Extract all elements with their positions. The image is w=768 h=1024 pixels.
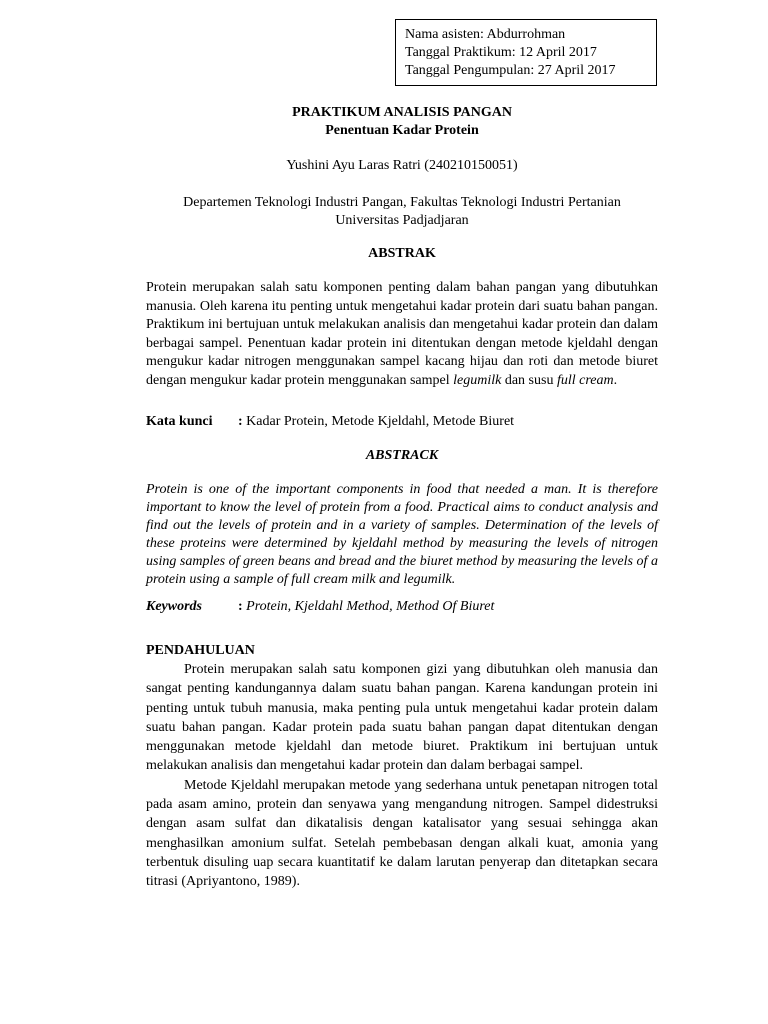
keywords-colon: : (238, 599, 243, 614)
keywords-value: Protein, Kjeldahl Method, Method Of Biuret (242, 599, 495, 614)
abstrak-paragraph (146, 279, 658, 390)
submission-date: Tanggal Pengumpulan: 27 April 2017 (405, 63, 616, 78)
document-title: PRAKTIKUM ANALISIS PANGAN (292, 105, 512, 120)
keywords-label: Keywords (146, 599, 202, 614)
pendahuluan-paragraph-2: Metode Kjeldahl merupakan metode yang sederhana untuk penetapan nitrogen total pada asam amino, protein dan senyawa yang mengandung nitrogen. Sampel didestruksi dengan asam sulfat dan dikatalisis dengan katalisator yang sesuai sehingga akan menghasilkan amonium sulfat. Setelah pembebasan dengan alkali kuat, amonia yang terbentuk disuling uap secara kuantitatif ke dalam larutan penyerap dan ditetapkan secara titrasi (Apriyantono, 1989). (146, 777, 658, 890)
author: Yushini Ayu Laras Ratri (240210150051) (286, 158, 518, 173)
title-block (146, 104, 658, 140)
practicum-date: Tanggal Praktikum: 12 April 2017 (405, 45, 597, 60)
abstrack-body (146, 481, 658, 589)
abstrak-text-mid: dan susu (501, 372, 557, 388)
abstrack-heading: ABSTRACK (365, 448, 439, 463)
pendahuluan-heading: PENDAHULUAN (146, 643, 255, 658)
abstrak-text: Protein merupakan salah satu komponen penting dalam bahan pangan yang dibutuhkan manusia. Oleh karena itu penting untuk mengetahui kadar protein dari suatu bahan pangan. Praktikum ini bertujuan untuk melakukan analisis dan mengetahui kadar protein dan dalam berbagai sampel. Penentuan kadar protein ini ditentukan dengan metode kjeldahl dengan mengukur kadar nitrogen menggunakan sampel kacang hijau dan roti dan metode biuret dengan mengukur kadar protein menggunakan sampel (146, 280, 658, 388)
affiliation-line-1: Departemen Teknologi Industri Pangan, Fakultas Teknologi Industri Pertanian (183, 195, 621, 210)
assistant-name: Nama asisten: Abdurrohman (405, 27, 566, 42)
document-subtitle: Penentuan Kadar Protein (325, 123, 479, 138)
kata-kunci-colon: : (238, 414, 243, 429)
abstrak-body (146, 279, 658, 390)
abstrak-text-end: . (613, 372, 618, 388)
pendahuluan-body (146, 660, 658, 892)
info-box (395, 19, 657, 86)
abstrak-italic-fullcream: full cream (556, 372, 614, 388)
kata-kunci-row (146, 413, 658, 431)
pendahuluan-paragraph-1: Protein merupakan salah satu komponen gizi yang dibutuhkan oleh manusia dan sangat penting kandungannya dalam suatu bahan pangan. Karena kandungan protein ini penting untuk tubuh manusia, maka penting pula untuk mengetahui kadar protein dalam suatu bahan pangan. Kadar protein pada suatu bahan pangan dapat ditentukan dengan menggunakan metode kjeldahl dan metode biuret. Praktikum ini bertujuan untuk melakukan analisis dan mengetahui kadar protein dan dalam berbagai sampel. (146, 662, 658, 774)
abstrack-paragraph: Protein is one of the important components in food that needed a man. It is therefore important to know the level of protein from a food. Practical aims to conduct analysis and find out the levels of protein and in a variety of samples. Determination of the levels of these proteins were determined by kjeldahl method by measuring the levels of nitrogen using samples of green beans and bread and the biuret method by measuring the levels of a protein using a sample of full cream milk and legumilk. (146, 482, 658, 587)
keywords-row (146, 598, 658, 616)
kata-kunci-label: Kata kunci (146, 414, 213, 429)
abstrak-italic-legumilk: legumilk (453, 372, 502, 388)
affiliation (146, 194, 658, 230)
affiliation-line-2: Universitas Padjadjaran (335, 213, 469, 228)
abstrak-heading: ABSTRAK (368, 246, 436, 261)
kata-kunci-value: Kadar Protein, Metode Kjeldahl, Metode Biuret (242, 414, 515, 429)
